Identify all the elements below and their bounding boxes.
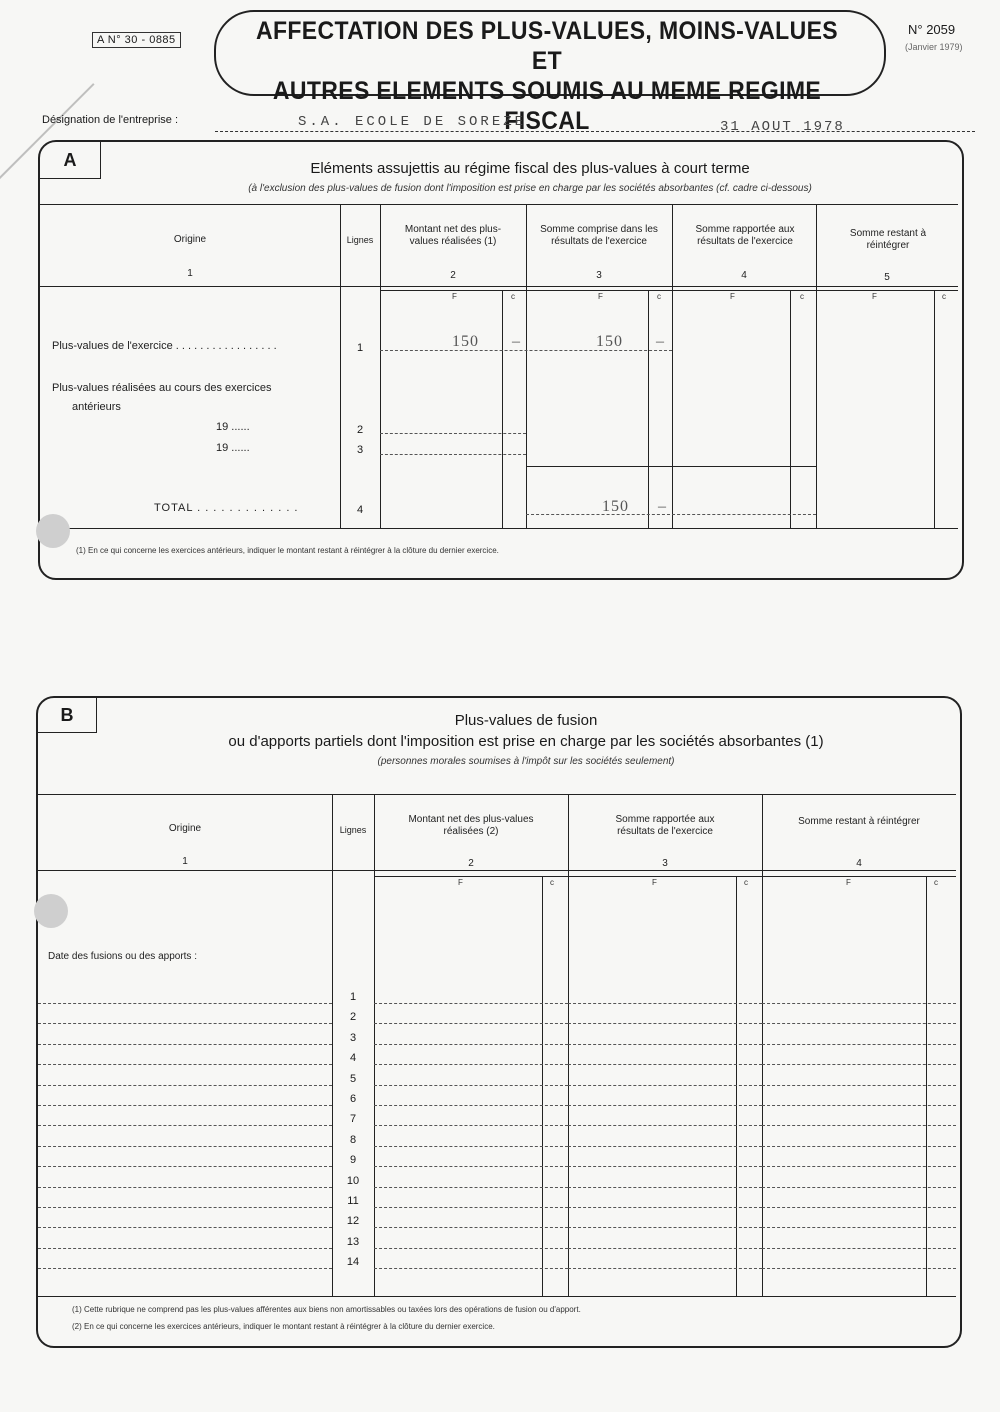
b-line-row[interactable] xyxy=(38,1207,332,1208)
b-line-cell[interactable] xyxy=(762,1023,956,1024)
a-unit-f-4: F xyxy=(730,292,735,301)
b-line-row[interactable] xyxy=(38,1187,332,1188)
company-field-line xyxy=(215,131,975,132)
b-line-cell[interactable] xyxy=(374,1003,568,1004)
b-line-cell[interactable] xyxy=(568,1248,762,1249)
b-line-cell[interactable] xyxy=(374,1044,568,1045)
a-row3-line xyxy=(380,454,526,455)
b-line-cell[interactable] xyxy=(762,1207,956,1208)
b-line-cell[interactable] xyxy=(762,1227,956,1228)
b-line-cell[interactable] xyxy=(568,1125,762,1126)
b-line-row[interactable] xyxy=(38,1248,332,1249)
a-total-num: 4 xyxy=(356,504,364,516)
b-colnum-3: 3 xyxy=(662,858,668,869)
b-col-2: Montant net des plus-values réalisées (2) xyxy=(408,814,534,837)
b-line-number: 12 xyxy=(346,1215,360,1227)
b-line-cell[interactable] xyxy=(762,1003,956,1004)
a-colnum-4: 4 xyxy=(741,270,747,281)
b-col-3: Somme rapportée aux résultats de l'exercice xyxy=(615,814,715,837)
b-line-cell[interactable] xyxy=(762,1248,956,1249)
section-a-tag: A xyxy=(40,142,101,179)
a-row1-label: Plus-values de l'exercice . . . . . . . . . . . . . . . . . xyxy=(52,340,277,352)
form-reference: A N° 30 - 0885 xyxy=(92,32,181,48)
a-vline-3 xyxy=(526,204,527,528)
a-unit-c-3: c xyxy=(657,292,661,301)
b-line-cell[interactable] xyxy=(762,1064,956,1065)
b-cents-2 xyxy=(736,876,737,1296)
b-line-row[interactable] xyxy=(38,1125,332,1126)
b-line-number: 5 xyxy=(349,1073,357,1085)
a-row1-col2-cents[interactable]: – xyxy=(512,333,521,350)
b-line-row[interactable] xyxy=(38,1044,332,1045)
b-line-number: 6 xyxy=(349,1093,357,1105)
a-row1-line xyxy=(380,350,672,351)
b-line-cell[interactable] xyxy=(762,1105,956,1106)
b-line-cell[interactable] xyxy=(568,1207,762,1208)
b-cents-3 xyxy=(926,876,927,1296)
b-footnote-2: (2) En ce qui concerne les exercices antérieurs, indiquer le montant restant à réintégrer à la clôture du dernier exercice. xyxy=(72,1322,495,1331)
a-cents-3 xyxy=(790,290,791,528)
b-line-cell[interactable] xyxy=(762,1125,956,1126)
a-colnum-3: 3 xyxy=(596,270,602,281)
b-line-number: 3 xyxy=(349,1032,357,1044)
b-line-cell[interactable] xyxy=(374,1105,568,1106)
a-unit-c-4: c xyxy=(800,292,804,301)
b-colnum-2: 2 xyxy=(468,858,474,869)
b-line-cell[interactable] xyxy=(374,1125,568,1126)
a-cents-2 xyxy=(648,290,649,528)
b-col-origine: Origine xyxy=(168,823,202,834)
b-line-number: 13 xyxy=(346,1236,360,1248)
b-line-cell[interactable] xyxy=(374,1268,568,1269)
b-col-lignes: Lignes xyxy=(339,825,367,835)
a-col-5: Somme restant à réintégrer xyxy=(849,228,927,251)
section-b-title-2: ou d'apports partiels dont l'imposition est prise en charge par les sociétés absorbantes (1) xyxy=(228,733,824,750)
a-prior-label: Plus-values réalisées au cours des exercices xyxy=(52,382,272,394)
a-cents-1 xyxy=(502,290,503,528)
b-line-cell[interactable] xyxy=(762,1268,956,1269)
b-line-cell[interactable] xyxy=(568,1146,762,1147)
title-line-2: AUTRES ELEMENTS SOUMIS AU MEME REGIME FISCAL xyxy=(272,77,822,135)
section-b-tag: B xyxy=(38,698,97,733)
b-unit-c-4: c xyxy=(934,878,938,887)
company-date[interactable]: 31 AOUT 1978 xyxy=(720,119,845,135)
b-line-cell[interactable] xyxy=(374,1187,568,1188)
a-cents-4 xyxy=(934,290,935,528)
b-line-row[interactable] xyxy=(38,1064,332,1065)
b-line-cell[interactable] xyxy=(762,1085,956,1086)
a-row2-label: 19 ...... xyxy=(216,421,250,433)
section-b-subtitle: (personnes morales soumises à l'impôt sur les sociétés seulement) xyxy=(377,756,675,767)
a-colnum-2: 2 xyxy=(450,270,456,281)
b-line-cell[interactable] xyxy=(374,1227,568,1228)
a-row2-num: 2 xyxy=(356,424,364,436)
b-line-row[interactable] xyxy=(38,1003,332,1004)
a-row3-label: 19 ...... xyxy=(216,442,250,454)
a-row1-col3-value[interactable]: 150 xyxy=(596,333,623,350)
b-line-cell[interactable] xyxy=(374,1064,568,1065)
section-b-header-bottom xyxy=(38,870,956,871)
a-col-3: Somme comprise dans les résultats de l'exercice xyxy=(540,224,658,247)
b-line-row[interactable] xyxy=(38,1085,332,1086)
a-unit-c-2: c xyxy=(511,292,515,301)
b-line-row[interactable] xyxy=(38,1227,332,1228)
b-unit-line xyxy=(374,876,956,877)
b-line-number: 2 xyxy=(349,1011,357,1023)
section-a-subtitle: (à l'exclusion des plus-values de fusion dont l'imposition est prise en charge par les sociétés absorbantes (cf. cadre ci-dessous) xyxy=(248,183,812,194)
b-line-cell[interactable] xyxy=(568,1064,762,1065)
a-total-col3-value[interactable]: 150 xyxy=(602,498,629,515)
b-line-cell[interactable] xyxy=(374,1248,568,1249)
a-prior-label-2: antérieurs xyxy=(72,401,121,413)
a-colnum-5: 5 xyxy=(884,272,890,283)
b-cents-1 xyxy=(542,876,543,1296)
b-line-cell[interactable] xyxy=(762,1166,956,1167)
a-row3-num: 3 xyxy=(356,444,364,456)
a-col-4: Somme rapportée aux résultats de l'exercice xyxy=(695,224,795,247)
a-footnote: (1) En ce qui concerne les exercices antérieurs, indiquer le montant restant à réintégrer à la clôture du dernier exercice. xyxy=(76,546,499,555)
a-colnum-1: 1 xyxy=(187,268,193,279)
b-line-cell[interactable] xyxy=(762,1146,956,1147)
a-row1-col2-value[interactable]: 150 xyxy=(452,333,479,350)
b-line-number: 4 xyxy=(349,1052,357,1064)
section-a-table-bottom xyxy=(40,528,958,529)
b-unit-f-4: F xyxy=(846,878,851,887)
section-a-title: Eléments assujettis au régime fiscal des plus-values à court terme xyxy=(310,160,750,177)
b-line-cell[interactable] xyxy=(568,1085,762,1086)
b-line-cell[interactable] xyxy=(568,1105,762,1106)
a-unit-f-5: F xyxy=(872,292,877,301)
section-b-header-top xyxy=(38,794,956,795)
a-unit-c-5: c xyxy=(942,292,946,301)
b-unit-c-3: c xyxy=(744,878,748,887)
a-vline-2 xyxy=(380,204,381,528)
section-a-frame xyxy=(38,140,964,580)
b-date-label: Date des fusions ou des apports : xyxy=(48,951,197,962)
b-line-cell[interactable] xyxy=(568,1023,762,1024)
section-a-header-bottom xyxy=(40,286,958,287)
b-line-row[interactable] xyxy=(38,1166,332,1167)
b-unit-f-2: F xyxy=(458,878,463,887)
b-line-number: 11 xyxy=(347,1195,359,1207)
b-line-number: 9 xyxy=(349,1154,357,1166)
b-line-cell[interactable] xyxy=(374,1023,568,1024)
a-total-label: TOTAL . . . . . . . . . . . . . xyxy=(154,502,299,514)
company-label: Désignation de l'entreprise : xyxy=(42,114,179,126)
b-line-cell[interactable] xyxy=(568,1044,762,1045)
b-line-row[interactable] xyxy=(38,1268,332,1269)
b-unit-f-3: F xyxy=(652,878,657,887)
b-line-row[interactable] xyxy=(38,1146,332,1147)
b-line-number: 7 xyxy=(349,1113,357,1125)
b-footnote-1: (1) Cette rubrique ne comprend pas les plus-values afférentes aux biens non amortissables ou taxées lors des opérations de fusion ou d'apport. xyxy=(72,1305,581,1314)
b-line-cell[interactable] xyxy=(568,1268,762,1269)
b-line-cell[interactable] xyxy=(762,1044,956,1045)
title-line-1: AFFECTATION DES PLUS-VALUES, MOINS-VALUES ET xyxy=(255,17,839,75)
b-line-cell[interactable] xyxy=(374,1146,568,1147)
section-b-title-1: Plus-values de fusion xyxy=(454,712,598,729)
a-vline-5 xyxy=(816,204,817,528)
b-line-row[interactable] xyxy=(38,1105,332,1106)
a-unit-f-3: F xyxy=(598,292,603,301)
b-col-4: Somme restant à réintégrer xyxy=(798,816,920,827)
a-row1-num: 1 xyxy=(356,342,364,354)
punch-hole-top xyxy=(36,514,70,548)
form-edition-date: (Janvier 1979) xyxy=(905,42,963,52)
a-col-lignes: Lignes xyxy=(346,235,374,245)
b-line-cell[interactable] xyxy=(568,1187,762,1188)
b-colnum-1: 1 xyxy=(182,856,188,867)
a-vline-1 xyxy=(340,204,341,528)
a-total-box-top xyxy=(526,466,816,467)
b-line-cell[interactable] xyxy=(568,1166,762,1167)
section-a-header-top xyxy=(40,204,958,205)
b-line-row[interactable] xyxy=(38,1023,332,1024)
a-col-2: Montant net des plus-values réalisées (1) xyxy=(404,224,502,247)
a-unit-f-2: F xyxy=(452,292,457,301)
b-line-cell[interactable] xyxy=(762,1187,956,1188)
b-line-number: 14 xyxy=(346,1256,360,1268)
a-total-col3-cents[interactable]: – xyxy=(658,498,667,515)
a-col-origine: Origine xyxy=(173,234,207,245)
b-line-cell[interactable] xyxy=(568,1227,762,1228)
b-line-number: 1 xyxy=(349,991,357,1003)
a-row2-line xyxy=(380,433,526,434)
b-unit-c-2: c xyxy=(550,878,554,887)
b-line-number: 8 xyxy=(349,1134,357,1146)
a-unit-line xyxy=(380,290,958,291)
a-vline-4 xyxy=(672,204,673,528)
b-line-cell[interactable] xyxy=(374,1166,568,1167)
b-line-cell[interactable] xyxy=(374,1207,568,1208)
company-name[interactable]: S.A. ECOLE DE SOREZE xyxy=(298,114,527,130)
b-line-cell[interactable] xyxy=(568,1003,762,1004)
form-number: N° 2059 xyxy=(908,22,956,37)
b-colnum-4: 4 xyxy=(856,858,862,869)
section-b-table-bottom xyxy=(38,1296,956,1297)
b-line-cell[interactable] xyxy=(374,1085,568,1086)
punch-hole-bottom xyxy=(34,894,68,928)
a-total-line xyxy=(526,514,816,515)
b-line-number: 10 xyxy=(346,1175,360,1187)
a-row1-col3-cents[interactable]: – xyxy=(656,333,665,350)
